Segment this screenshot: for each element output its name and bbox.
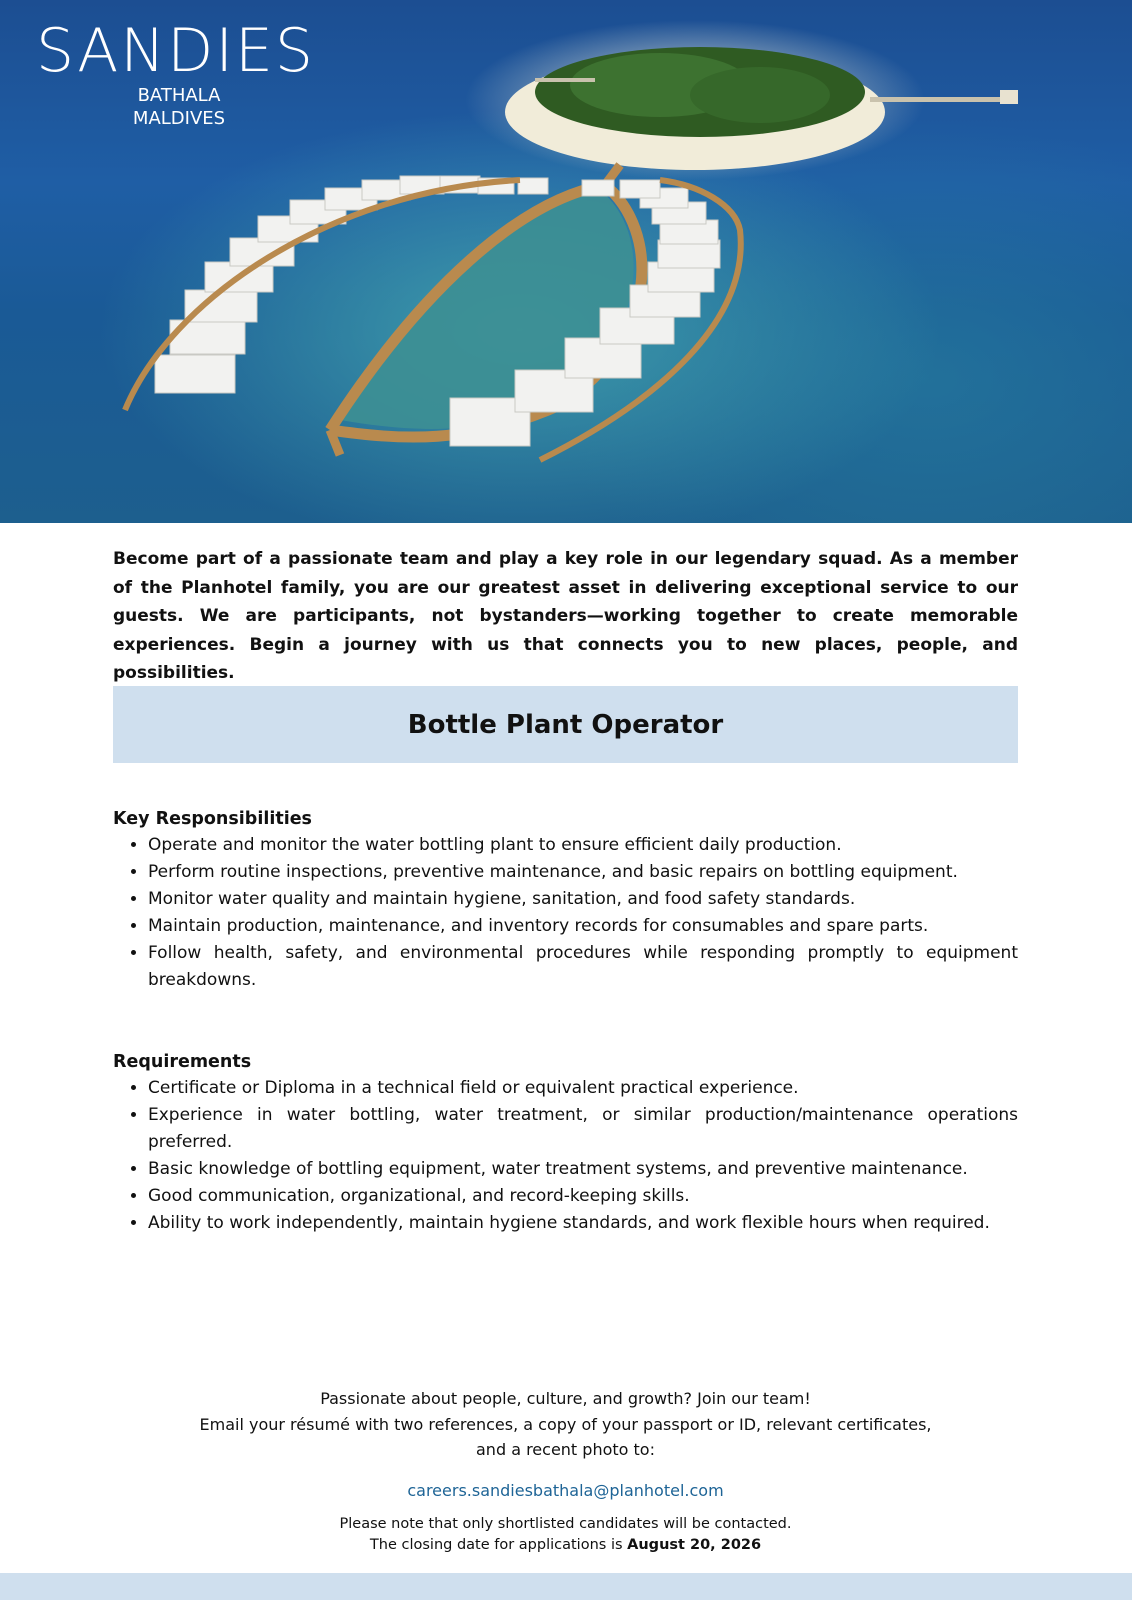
- footer-instructions-line-2: and a recent photo to:: [476, 1440, 655, 1459]
- hero-image: [0, 0, 1132, 523]
- footer-instructions-line: Email your résumé with two references, a copy of your passport or ID, relevant certificates,: [199, 1414, 932, 1434]
- requirements-list: [113, 1075, 1018, 1237]
- list-item: • Experience in water bottling, water treatment, or similar production/maintenance operations preferred.: [148, 1102, 1018, 1156]
- application-footer: [113, 1386, 1018, 1557]
- list-item: • Perform routine inspections, preventive maintenance, and basic repairs on bottling equipment.: [148, 859, 1018, 886]
- responsibilities-heading: Key Responsibilities: [113, 809, 312, 829]
- job-title-band: [113, 686, 1018, 763]
- intro-paragraph: Become part of a passionate team and play a key role in our legendary squad. As a member of the Planhotel family, you are our greatest asset in delivering exceptional service to our guests. We are participants, not bystanders—working together to create memorable experiences. Begin a journey with us that connects you to new places, people, and possibilities.: [113, 549, 1018, 683]
- list-item: • Good communication, organizational, and record-keeping skills.: [148, 1183, 1018, 1210]
- shortlist-note-text: Please note that only shortlisted candidates will be contacted.: [339, 1515, 792, 1532]
- job-title: Bottle Plant Operator: [407, 709, 724, 740]
- list-item: • Monitor water quality and maintain hygiene, sanitation, and food safety standards.: [148, 886, 1018, 913]
- closing-date-note: [113, 1535, 1018, 1557]
- list-item: • Basic knowledge of bottling equipment, water treatment systems, and preventive maintenance.: [148, 1156, 1018, 1183]
- list-item: • Follow health, safety, and environmental procedures while responding promptly to equipment breakdowns.: [148, 940, 1018, 994]
- responsibilities-section: [113, 806, 1018, 994]
- footer-invite-line: Passionate about people, culture, and growth? Join our team!: [320, 1389, 811, 1408]
- list-item: • Maintain production, maintenance, and inventory records for consumables and spare parts.: [148, 913, 1018, 940]
- responsibilities-list: [113, 832, 1018, 994]
- brand-name: SANDIES: [36, 16, 316, 86]
- closing-date-prefix: The closing date for applications is: [369, 1537, 628, 1553]
- requirements-section: [113, 1049, 1018, 1237]
- brand-location-line2: MALDIVES: [132, 108, 226, 129]
- requirements-heading: Requirements: [113, 1052, 252, 1072]
- careers-email-link[interactable]: careers.sandiesbathala@planhotel.com: [407, 1480, 724, 1500]
- brand-location-line1: BATHALA: [137, 85, 221, 106]
- brand-logo: [36, 18, 336, 130]
- list-item: • Operate and monitor the water bottling plant to ensure efficient daily production.: [148, 832, 1018, 859]
- list-item: • Ability to work independently, maintain hygiene standards, and work flexible hours when required.: [148, 1210, 1018, 1237]
- bottom-bar: [0, 1573, 1132, 1600]
- shortlist-note: [113, 1514, 1018, 1536]
- list-item: • Certificate or Diploma in a technical field or equivalent practical experience.: [148, 1075, 1018, 1102]
- closing-date: August 20, 2026: [627, 1537, 762, 1553]
